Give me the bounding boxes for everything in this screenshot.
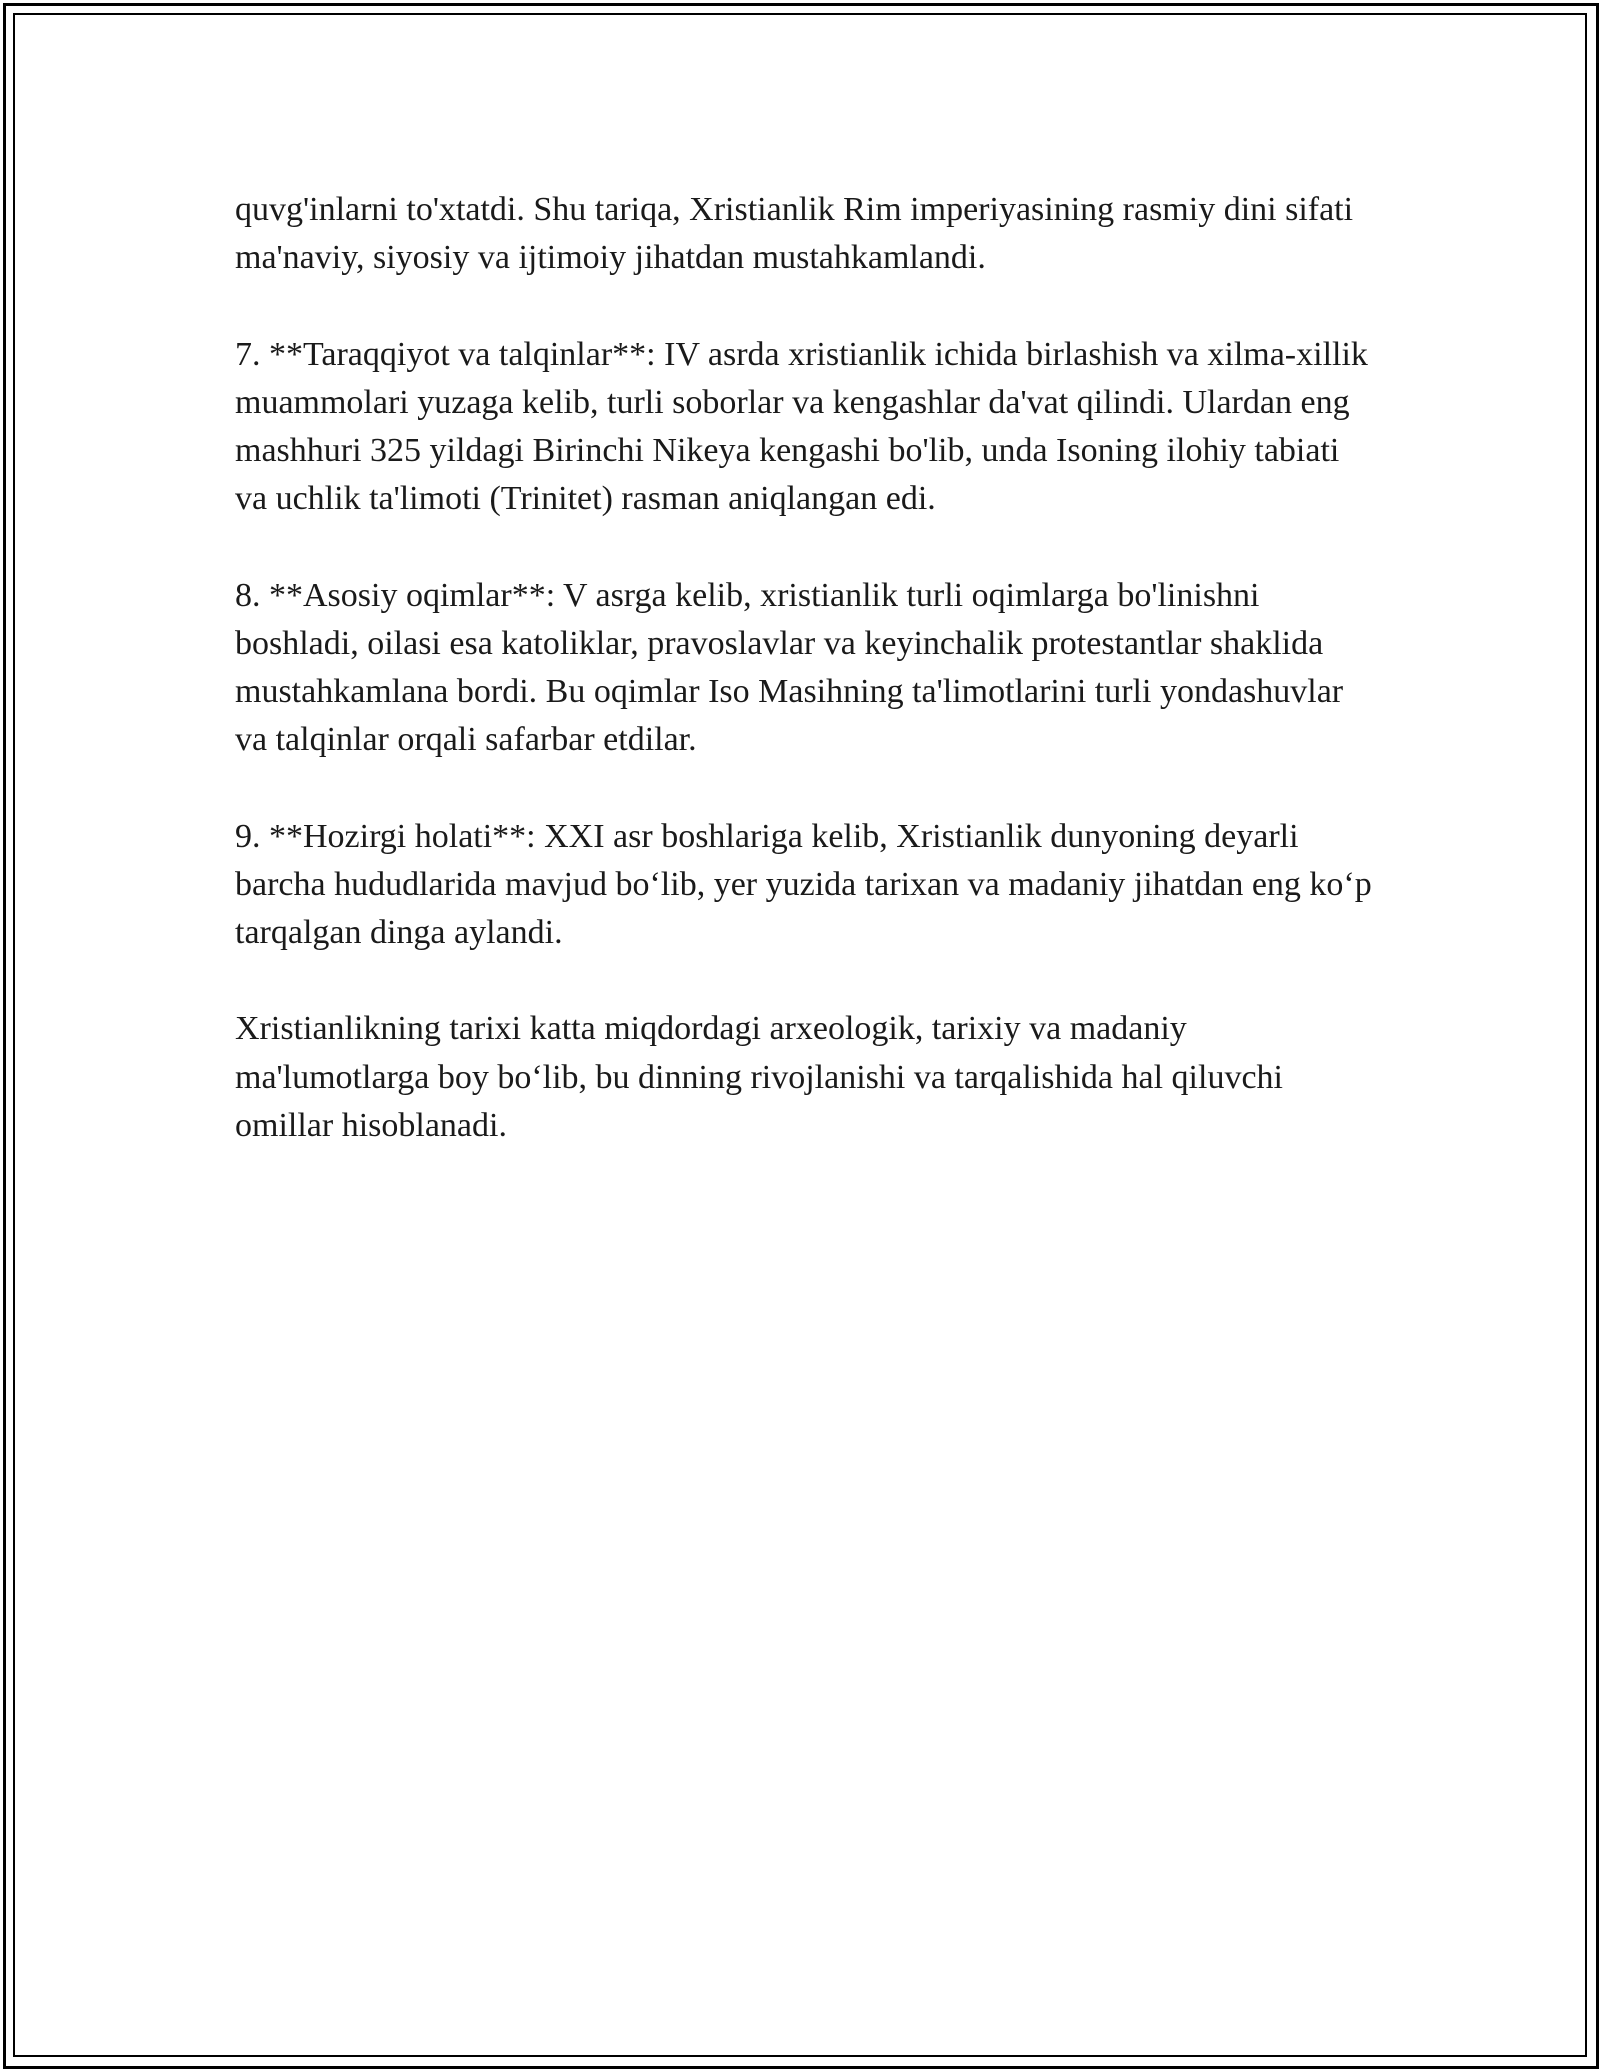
paragraph-conclusion: Xristianlikning tarixi katta miqdordagi arxeologik, tarixiy va madaniy ma'lumotlarga boy bo‘lib, bu dinning rivojlanishi va tarqalishida hal qiluvchi omillar hisoblanadi. [235, 1010, 1283, 1144]
document-body [235, 186, 1375, 1150]
paragraph-item-8: 8. **Asosiy oqimlar**: V asrga kelib, xristianlik turli oqimlarga bo'linishni boshladi, oilasi esa katoliklar, pravoslavlar va keyinchalik protestantlar shaklida mustahkamlana bordi. Bu oqimlar Iso Masihning ta'limotlarini turli yondashuvlar va talqinlar orqali safarbar etdilar. [235, 576, 1344, 759]
paragraph-item-9: 9. **Hozirgi holati**: XXI asr boshlariga kelib, Xristianlik dunyoning deyarli barcha hududlarida mavjud bo‘lib, yer yuzida tarixan va madaniy jihatdan eng ko‘p tarqalgan dinga aylandi. [235, 817, 1372, 951]
paragraph-item-7: 7. **Taraqqiyot va talqinlar**: IV asrda xristianlik ichida birlashish va xilma-xillik muammolari yuzaga kelib, turli soborlar va kengashlar da'vat qilindi. Ulardan eng mashhuri 325 yildagi Birinchi Nikeya kengashi bo'lib, unda Isoning ilohiy tabiati va uchlik ta'limoti (Trinitet) rasman aniqlangan edi. [235, 335, 1368, 518]
paragraph-continuation: quvg'inlarni to'xtatdi. Shu tariqa, Xristianlik Rim imperiyasining rasmiy dini sifati ma'naviy, siyosiy va ijtimoiy jihatdan mustahkamlandi. [235, 191, 1354, 277]
